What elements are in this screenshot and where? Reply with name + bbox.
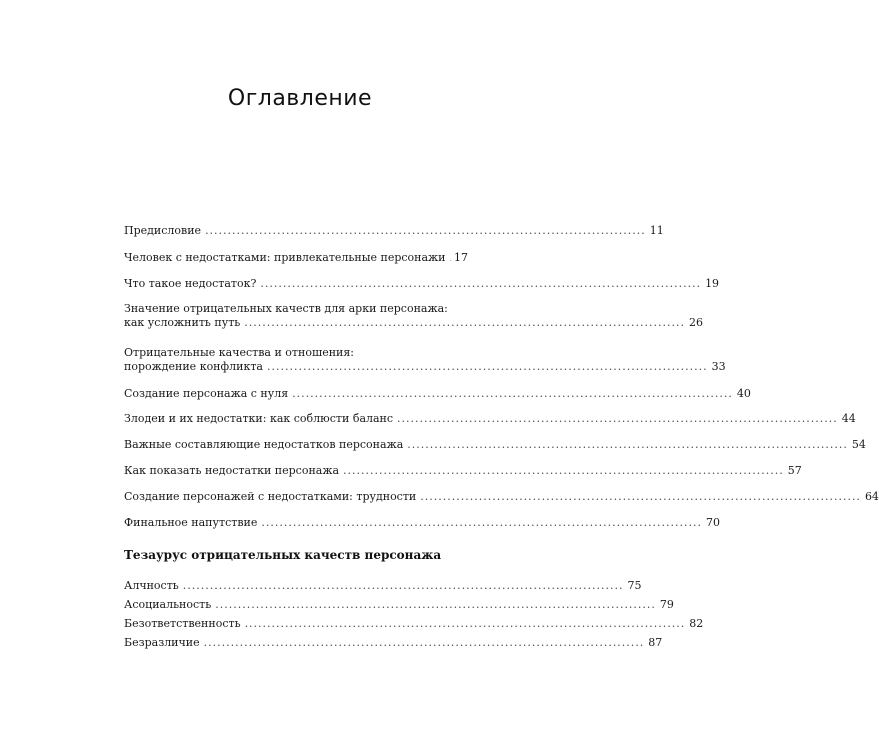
thesaurus-entry bbox=[124, 617, 704, 631]
toc-leader-dots: .................................................................................................. bbox=[407, 438, 848, 451]
toc-entry-title-line1: Отрицательные качества и отношения: bbox=[124, 346, 355, 359]
toc-leader-dots: .................................................................................................. bbox=[260, 277, 702, 290]
toc-entry bbox=[124, 387, 751, 401]
toc-entry bbox=[124, 302, 703, 330]
toc-page-number: 26 bbox=[688, 316, 703, 329]
toc-entry-title-line1: Значение отрицательных качеств для арки персонажа: bbox=[124, 302, 448, 315]
toc-entry-title: Предисловие bbox=[124, 224, 202, 237]
toc-page-number: 79 bbox=[659, 598, 674, 611]
toc-entry-title: Что такое недостаток? bbox=[124, 277, 257, 290]
toc-page-number: 54 bbox=[851, 438, 866, 451]
toc-page-number: 57 bbox=[787, 464, 802, 477]
toc-leader-dots: .................................................................................................. bbox=[215, 598, 656, 611]
toc-entry bbox=[124, 516, 721, 530]
toc-page-number: 82 bbox=[689, 617, 704, 630]
thesaurus-entry-title: Безразличие bbox=[124, 636, 200, 649]
thesaurus-entry-title: Асоциальность bbox=[124, 598, 212, 611]
toc-page-number: 75 bbox=[627, 579, 642, 592]
toc-page-number: 40 bbox=[736, 387, 751, 400]
page-title: Оглавление bbox=[227, 86, 373, 111]
toc-page-number: 19 bbox=[705, 277, 720, 290]
toc-entry bbox=[124, 277, 720, 291]
toc-leader-dots: .................................................................................................. bbox=[205, 224, 646, 237]
toc-page-number: 44 bbox=[841, 412, 856, 425]
toc-leader-dots: .................................................................................................. bbox=[397, 412, 838, 425]
toc-entry-title: Финальное напутствие bbox=[124, 516, 258, 529]
toc-page-number: 17 bbox=[454, 251, 468, 264]
toc-page-number: 64 bbox=[864, 490, 879, 503]
toc-entry-title: Злодеи и их недостатки: как соблюсти баланс bbox=[124, 412, 394, 425]
thesaurus-entry-title: Безответственность bbox=[124, 617, 241, 630]
toc-leader-dots: .................................................................................................. bbox=[343, 464, 784, 477]
toc-page-number: 70 bbox=[706, 516, 721, 529]
toc-entry bbox=[124, 251, 468, 265]
toc-leader-dots: .................................................................................................. bbox=[182, 579, 624, 592]
thesaurus-heading: Тезаурус отрицательных качеств персонажа bbox=[124, 548, 442, 562]
toc-leader-dots: .................................................................................................. bbox=[244, 316, 685, 329]
toc-page-number: 33 bbox=[711, 360, 726, 373]
thesaurus-entry bbox=[124, 579, 642, 593]
toc-leader-dots: .................................................................................................. bbox=[420, 490, 861, 503]
thesaurus-entry-title: Алчность bbox=[124, 579, 179, 592]
thesaurus-entry bbox=[124, 598, 674, 612]
toc-entry bbox=[124, 224, 664, 238]
toc-entry-title: Создание персонажей с недостатками: трудности bbox=[124, 490, 417, 503]
toc-entry bbox=[124, 438, 866, 452]
toc-entry-title: Человек с недостатками: привлекательные персонажи bbox=[124, 251, 446, 264]
toc-leader-dots: .................................................................................................. bbox=[266, 360, 708, 373]
toc-entry bbox=[124, 490, 879, 504]
toc-entry bbox=[124, 464, 802, 478]
toc-entry bbox=[124, 346, 726, 374]
toc-leader-dots: .................................................................................................. bbox=[261, 516, 703, 529]
toc-entry-title: как усложнить путь bbox=[124, 316, 241, 329]
toc-leader-dots: .................................................................................................. bbox=[244, 617, 686, 630]
toc-page-number: 11 bbox=[649, 224, 664, 237]
toc-entry-title: Как показать недостатки персонажа bbox=[124, 464, 340, 477]
toc-entry-title: Создание персонажа с нуля bbox=[124, 387, 289, 400]
toc-entry-title: порождение конфликта bbox=[124, 360, 263, 373]
toc-leader-dots: .................................................................................................. bbox=[203, 636, 645, 649]
thesaurus-entry bbox=[124, 636, 663, 650]
toc-page-number: 87 bbox=[648, 636, 663, 649]
toc-entry-title: Важные составляющие недостатков персонажа bbox=[124, 438, 404, 451]
toc-leader-dots: .................................................................................................. bbox=[292, 387, 733, 400]
toc-entry bbox=[124, 412, 856, 426]
